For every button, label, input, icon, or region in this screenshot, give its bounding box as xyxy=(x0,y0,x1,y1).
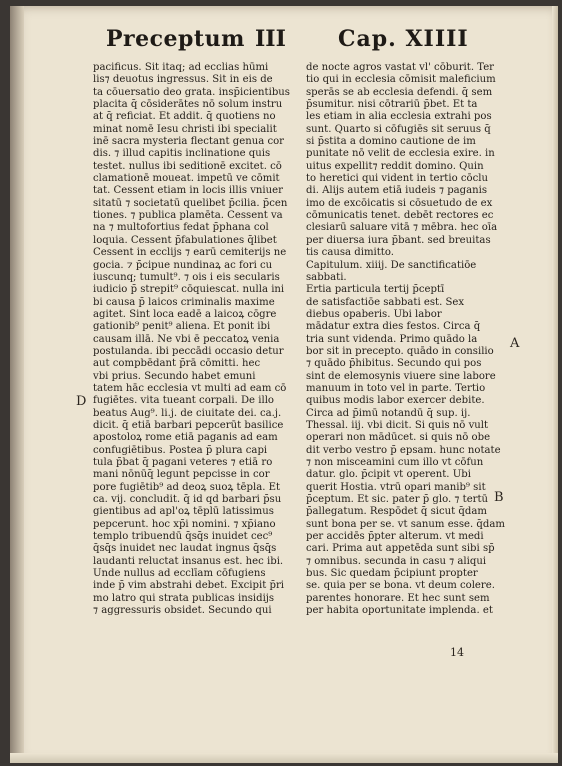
text-line: dicit. q̄ etiā barbari pepcerūt basilice xyxy=(93,419,284,431)
text-line: Ertia particula tertij p̄ceptī xyxy=(306,284,445,296)
text-line: confugiētibus. Postea p̄ plura capi xyxy=(93,444,268,456)
text-line: dis. ⁊ illud capitis inclinatione quis xyxy=(93,148,271,160)
text-line: operari non mādūcet. si quis nō obe xyxy=(306,432,491,444)
text-line: per habita oportunitate implenda. et xyxy=(306,605,493,617)
page-bottom-shadow xyxy=(10,753,558,763)
text-line: iudicio p̄ strepit⁹ cōquiescat. nulla ini xyxy=(93,284,285,296)
text-line: quibus modis labor exercer debite. xyxy=(306,395,485,407)
text-line: apostoloꝝ rome etiā paganis ad eam xyxy=(93,432,278,444)
text-line: per accidēs p̄pter alterum. vt medi xyxy=(306,531,484,543)
text-line: tio qui in ecclesia cōmisit maleficium xyxy=(306,74,496,86)
header-chapter: Cap. XIIII xyxy=(338,26,469,52)
page-gutter xyxy=(10,6,24,763)
text-line: at q̄ reficiat. Et addit. q̄ quotiens no xyxy=(93,111,276,123)
text-line: tatem hāc ecclesia vt multi ad eam cō xyxy=(93,382,287,394)
text-line: vbi prius. Secundo habet emuni xyxy=(93,370,256,382)
text-line: clesiarū saluare vitā ⁊ mēbra. hec oīa xyxy=(306,222,498,234)
folio-number: 14 xyxy=(450,646,464,659)
text-line: na ⁊ multofortius fedat̄ p̄phana col xyxy=(93,222,269,234)
text-line: templo tribuendū q̄sq̄s inuidet cec⁹ xyxy=(93,531,273,543)
left-text-column xyxy=(93,62,293,617)
text-line: q̄sq̄s inuidet nec laudat ingnus q̄sq̄s xyxy=(93,543,277,555)
text-line: placita q̄ cōsiderātes nō solum instru xyxy=(93,99,283,111)
text-line: causam illā. Ne vbi ē peccatoꝝ venia xyxy=(93,333,280,345)
text-line: sperās se ab ecclesia defendi. q̄ sem xyxy=(306,86,493,98)
text-line: de satisfactiōe sabbati est. Sex xyxy=(306,296,465,308)
text-line: sabbati. xyxy=(306,271,347,283)
text-line: si p̄stita a domino cautione de im xyxy=(306,136,476,148)
text-line: tis causa dimitto. xyxy=(306,247,394,259)
text-line: sint de elemosynis viuere sine labore xyxy=(306,370,496,382)
text-line: di. Alijs autem etiā iudeis ⁊ paganis xyxy=(306,185,488,197)
text-line: les etiam in alia ecclesia extrahi pos xyxy=(306,111,492,123)
text-line: diebus opaberis. Ubi labor xyxy=(306,308,442,320)
text-line: minat nomē Iesu christi ibi specialit xyxy=(93,123,277,135)
text-line: gationib⁹ penit⁹ aliena. Et ponit ibi xyxy=(93,321,271,333)
running-header xyxy=(10,26,558,56)
text-line: agitet. Sint loca eadē a laicoꝝ cōgre xyxy=(93,308,277,320)
text-line: tria sunt videnda. Primo quādo la xyxy=(306,333,478,345)
text-line: se. quia per se bona. vt deum colere. xyxy=(306,580,495,592)
header-precept-number: III xyxy=(255,26,286,52)
text-line: dit verbo vestro p̄ epsam. hunc notate xyxy=(306,444,501,456)
text-line: pepcerunt. hoc xp̄i nomini. ⁊ xp̄iano xyxy=(93,518,276,530)
text-line: ta cōuersatio deo grata. insp̄icientibus xyxy=(93,86,290,98)
text-line: laudanti reluctat insanus est. hec ibi. xyxy=(93,555,284,567)
text-line: p̄ceptum. Et sic. pater p̄ glo. ⁊ tertū xyxy=(306,494,489,506)
text-line: ⁊ quādo p̄hibitus. Secundo qui pos xyxy=(306,358,482,370)
text-line: p̄sumitur. nisi cōtrariū p̄bet. Et ta xyxy=(306,99,478,111)
header-preceptum: Preceptum xyxy=(106,26,245,52)
text-line: clamationē moueat. impetū ve cōmit xyxy=(93,173,280,185)
text-line: Thessal. iij. vbi dicit. Si quis nō vult xyxy=(306,419,489,431)
text-line: mani nōnūq̄ legunt pepcisse in cor xyxy=(93,469,270,481)
text-line: p̄allegatum. Respōdet q̄ sicut q̄dam xyxy=(306,506,487,518)
text-line: sunt bona per se. vt sanum esse. q̄dam xyxy=(306,518,505,530)
text-line: cōmunicatis tenet. debēt rectores ec xyxy=(306,210,494,222)
text-line: inde p̄ vim abstrahi debet. Excipit p̄ri xyxy=(93,580,285,592)
book-page xyxy=(10,6,558,763)
text-line: ca. vij. concludit. q̄ id qd̄ barbari p̄su xyxy=(93,494,282,506)
right-text-column xyxy=(306,62,506,617)
text-line: iuscunq; tumult⁹. ⁊ ois i eis secularis xyxy=(93,271,280,283)
text-line: Capitulum. xiiij. De sanctificatiōe xyxy=(306,259,477,271)
text-line: beatus Aug⁹. li.j. de ciuitate dei. ca.j. xyxy=(93,407,282,419)
text-line: postulanda. ibi peccādi occasio detur xyxy=(93,345,284,357)
text-line: manuum in toto vel in parte. Tertio xyxy=(306,382,486,394)
text-line: Cessent in eccli͡js ⁊ earū cemiterijs ne xyxy=(93,247,287,259)
text-line: tiones. ⁊ publica plamēta. Cessent va xyxy=(93,210,283,222)
text-line: tula p̄bat q̄ pagani veteres ⁊ etiā ro xyxy=(93,457,273,468)
text-line: parentes honorare. Et hec sunt sem xyxy=(306,592,490,604)
text-line: loquia. Cessent p̄fabulationes q̄libet xyxy=(93,234,277,246)
text-line: bi causa p̄ laicos criminalis maxime xyxy=(93,296,275,308)
text-line: querit Hostia. vtrū opari manib⁹ sit xyxy=(306,481,486,493)
margin-letter-right-b: B xyxy=(494,490,504,505)
text-line: imo de excōicatis si cōsuetudo de ex xyxy=(306,197,493,209)
text-line: lis⁊ deuotus ingressus. Sit in eis de xyxy=(93,74,273,86)
text-line: tat. Cessent etiam in locis illis vniuer xyxy=(93,185,283,197)
text-line: ⁊ aggressuris obsidet. Secundo qui xyxy=(93,605,272,617)
text-line: bus. Sic quedam p̄cipiunt propter xyxy=(306,568,478,580)
page-edge xyxy=(552,6,558,763)
text-line: datur. glo. p̄cipit vt operent. Ubi xyxy=(306,469,471,481)
text-line: Unde nullus ad ecclīam cōfugiens xyxy=(93,568,266,580)
text-line: aut compbēdant p̄rā cōmitti. hec xyxy=(93,358,261,370)
text-line: pore fugiētib⁹ ad deoꝝ suoꝝ tēpla. Et xyxy=(93,481,281,493)
text-line: de nocte agros vastat vl' cōburit. Ter xyxy=(306,62,495,73)
text-line: gientibus ad apl'oꝝ tēplū latissimus xyxy=(93,506,274,518)
text-line: bor sit in precepto. quādo in consilio xyxy=(306,345,494,357)
margin-letter-right-a: A xyxy=(510,336,520,351)
text-line: gocia. ⁊ p̄cipue nundinaꝝ ac fori cu xyxy=(93,259,273,271)
text-line: to heretici qui vident in tertio cōclu xyxy=(306,173,488,185)
text-line: uitus expellit⁊ reddit domino. Quin xyxy=(306,160,484,172)
text-line: ⁊ non misceamini cum illo vt cōfun xyxy=(306,457,484,468)
text-line: cari. Prima aut appetēda sunt sibi sp̄ xyxy=(306,543,495,555)
text-line: fugiētes. vita tueant corpali. De illo xyxy=(93,395,274,407)
margin-letter-left: D xyxy=(76,394,87,409)
text-line: mādatur extra dies festos. Circa q̄ xyxy=(306,321,481,333)
text-line: inē sacra mysteria flectant genua cor xyxy=(93,136,284,148)
text-line: sitatū ⁊ societatū quelibet p̄cilia. p̄cen xyxy=(93,197,288,209)
text-line: mo latro qui strata publicas insidijs xyxy=(93,592,275,604)
text-line: punitate nō velit de ecclesia exire. in xyxy=(306,148,495,160)
text-line: Circa ad p̄imū notandū q̄ sup. ij. xyxy=(306,407,471,419)
text-line: per diuersa iura p̄bant. sed breuitas xyxy=(306,234,491,246)
text-line: testet. nullus ibi seditionē excitet. cō xyxy=(93,160,282,172)
text-line: ⁊ omnibus. secunda in casu ⁊ aliqui xyxy=(306,555,487,567)
text-line: sunt. Quarto si cōfugiēs sit seruus q̄ xyxy=(306,123,491,135)
text-line: pacificus. Sit itaq; ad ecclias hūmi xyxy=(93,62,269,73)
